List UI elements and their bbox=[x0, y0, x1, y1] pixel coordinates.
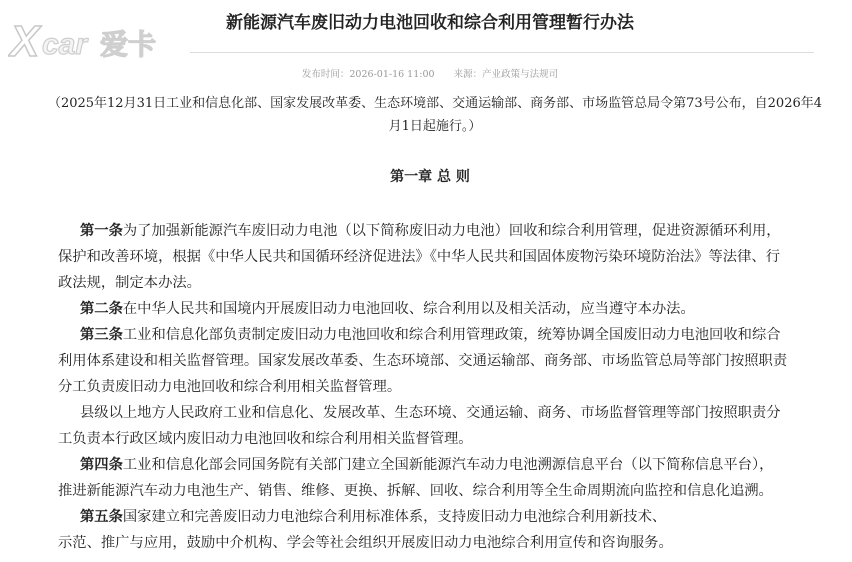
paragraph-line bbox=[58, 322, 848, 348]
source: 来源：产业政策与法规司 bbox=[453, 69, 559, 80]
preamble-line: 月1日起施行。） bbox=[388, 119, 482, 134]
page-title: 新能源汽车废旧动力电池回收和综合利用管理暂行办法 bbox=[226, 13, 634, 33]
article-paragraph bbox=[58, 504, 848, 556]
line-text: 工负责本行政区域内废旧动力电池回收和综合利用相关监督管理。 bbox=[58, 431, 473, 447]
line-text: 县级以上地方人民政府工业和信息化、发展改革、生态环境、交通运输、商务、市场监督管理等部门按照职责分 bbox=[80, 405, 781, 421]
line-text: 政法规，制定本办法。 bbox=[58, 275, 201, 291]
paragraph-line bbox=[58, 296, 848, 322]
svg-text:爱卡: 爱卡 bbox=[100, 28, 157, 61]
paragraph-line bbox=[58, 348, 848, 374]
paragraph-line bbox=[58, 504, 848, 530]
line-text: 在中华人民共和国境内开展废旧动力电池回收、综合利用以及相关活动，应当遵守本办法。 bbox=[122, 301, 695, 317]
article-label: 第四条 bbox=[80, 457, 123, 473]
line-text: 示范、推广与应用，鼓励中介机构、学会等社会组织开展废旧动力电池综合利用宣传和咨询服务。 bbox=[58, 535, 673, 551]
article-paragraph bbox=[58, 452, 848, 504]
divider bbox=[190, 52, 814, 53]
line-text: 工业和信息化部负责制定废旧动力电池回收和综合利用管理政策，统筹协调全国废旧动力电池回收和综合 bbox=[122, 327, 781, 343]
article-paragraph bbox=[58, 296, 848, 322]
paragraph-line bbox=[58, 374, 848, 400]
article-paragraph bbox=[58, 400, 848, 452]
article-label: 第一条 bbox=[80, 223, 123, 239]
svg-text:car: car bbox=[42, 28, 88, 61]
paragraph-line bbox=[58, 218, 848, 244]
line-text: 利用体系建设和相关监督管理。国家发展改革委、生态环境部、交通运输部、商务部、市场监管总局等部门按照职责 bbox=[58, 353, 788, 369]
article-label: 第五条 bbox=[80, 509, 123, 525]
preamble-line: （2025年12月31日工业和信息化部、国家发展改革委、生态环境部、交通运输部、商务部、市场监管总局令第73号公布，自2026年4 bbox=[47, 96, 823, 111]
line-text: 国家建立和完善废旧动力电池综合利用标准体系，支持废旧动力电池综合利用新技术、 bbox=[122, 509, 667, 525]
publish-time: 发布时间：2026-01-16 11:00 bbox=[301, 69, 435, 80]
paragraph-line bbox=[58, 270, 848, 296]
line-text: 保护和改善环境，根据《中华人民共和国循环经济促进法》《中华人民共和国固体废物污染环境防治法》等法律、行 bbox=[58, 249, 780, 265]
paragraph-line bbox=[58, 400, 848, 426]
article-label: 第二条 bbox=[80, 301, 123, 317]
article-paragraph bbox=[58, 322, 848, 400]
line-text: 推进新能源汽车动力电池生产、销售、维修、更换、拆解、回收、综合利用等全生命周期流向监控和信息化追溯。 bbox=[58, 483, 773, 499]
preamble bbox=[40, 92, 830, 138]
article-meta bbox=[0, 66, 852, 80]
line-text: 为了加强新能源汽车废旧动力电池（以下简称废旧动力电池）回收和综合利用管理，促进资源循环利用， bbox=[122, 223, 781, 239]
svg-text:X: X bbox=[10, 18, 40, 62]
article-label: 第三条 bbox=[80, 327, 123, 343]
paragraph-line bbox=[58, 244, 848, 270]
line-text: 分工负责废旧动力电池回收和综合利用相关监督管理。 bbox=[58, 379, 402, 395]
article-body bbox=[58, 218, 848, 556]
article-paragraph bbox=[58, 218, 848, 296]
paragraph-line bbox=[58, 452, 848, 478]
paragraph-line bbox=[58, 426, 848, 452]
paragraph-line bbox=[58, 530, 848, 556]
line-text: 工业和信息化部会同国务院有关部门建立全国新能源汽车动力电池溯源信息平台（以下简称信息平台）， bbox=[122, 457, 774, 473]
chapter-heading: 第一章 总 则 bbox=[390, 169, 470, 185]
paragraph-line bbox=[58, 478, 848, 504]
